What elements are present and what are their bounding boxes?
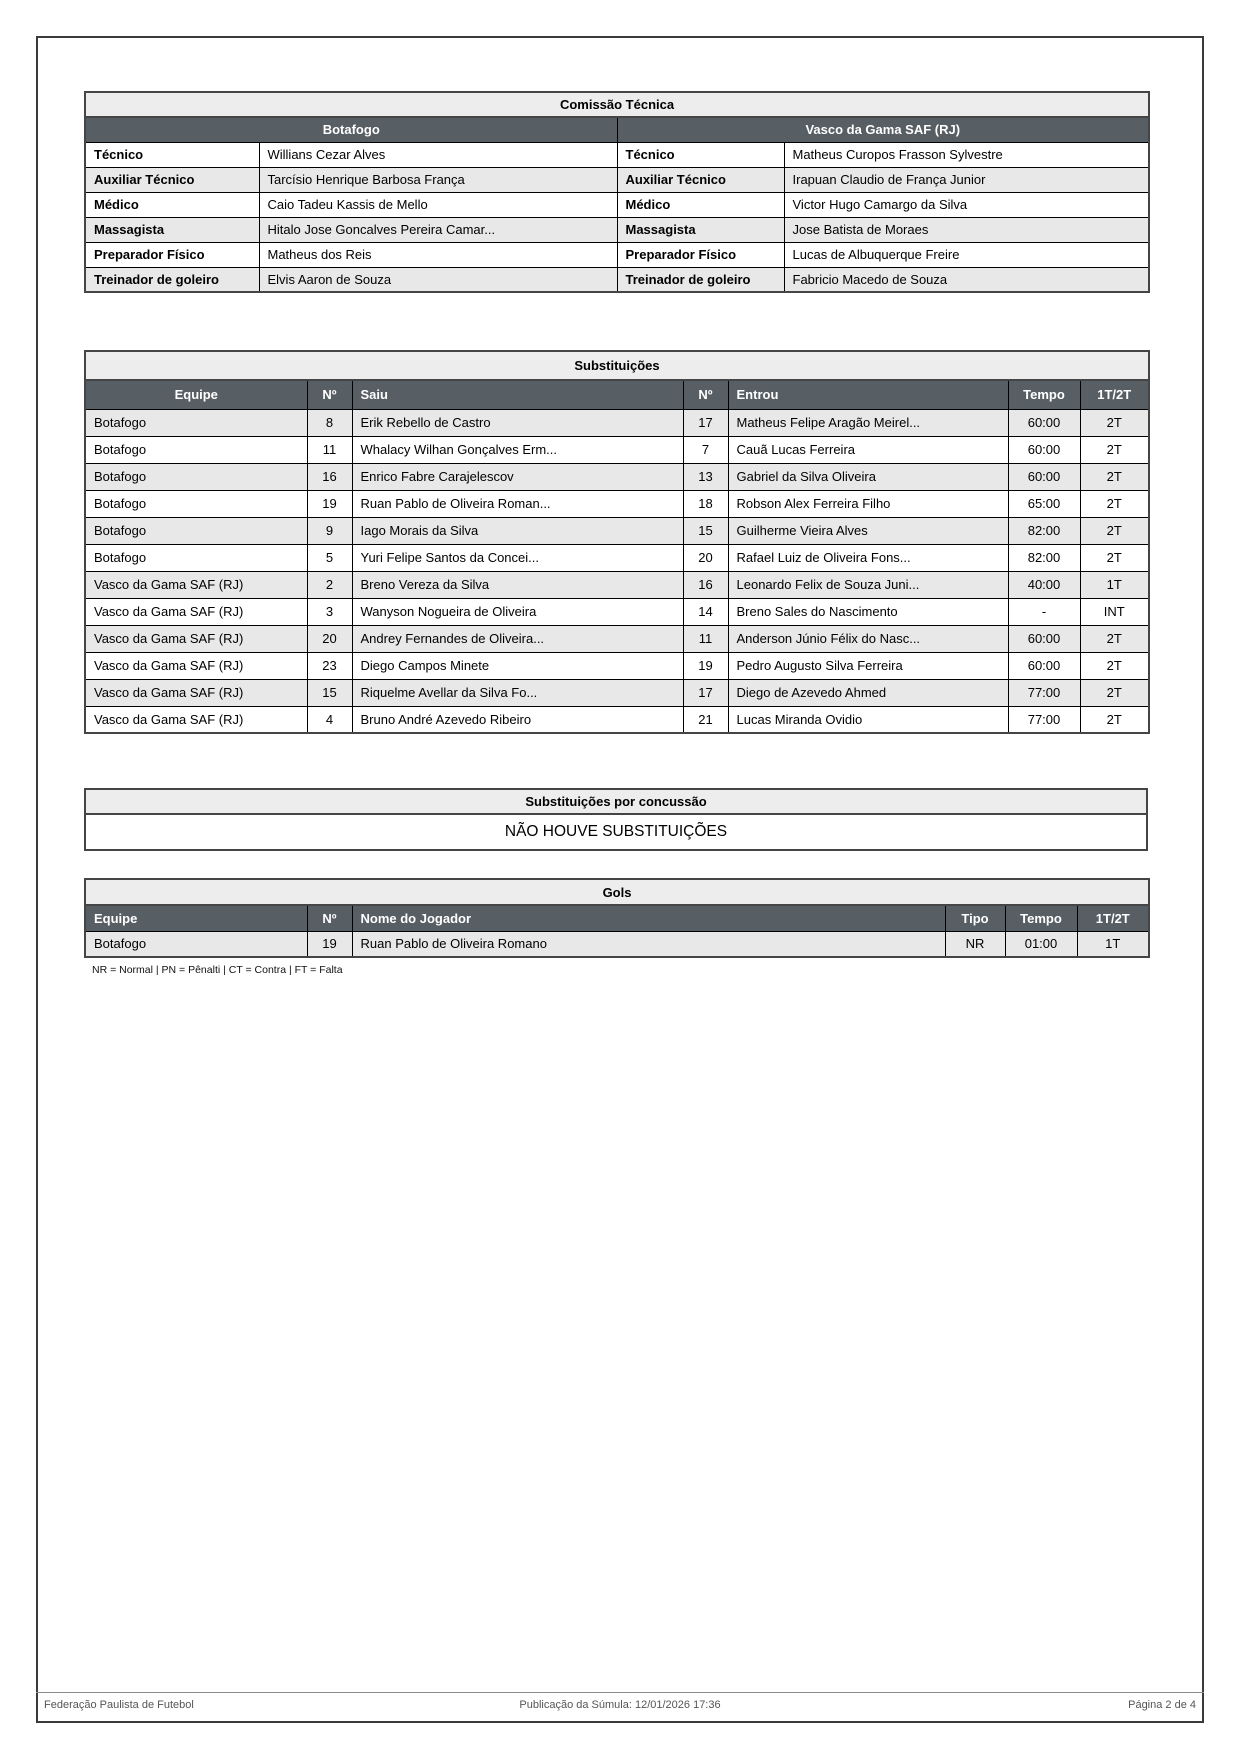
role-label: Técnico <box>85 142 259 167</box>
staff-row <box>85 242 1149 267</box>
player-out-cell: Iago Morais da Silva <box>352 517 683 544</box>
player-out-cell: Bruno André Azevedo Ribeiro <box>352 706 683 733</box>
period-cell: 2T <box>1080 544 1149 571</box>
team-cell: Vasco da Gama SAF (RJ) <box>85 652 307 679</box>
substitution-row <box>85 517 1149 544</box>
period-cell: 2T <box>1080 409 1149 436</box>
time-cell: 60:00 <box>1008 652 1080 679</box>
staff-name: Lucas de Albuquerque Freire <box>784 242 1149 267</box>
period-cell: 1T <box>1077 931 1149 957</box>
col-header-equipe: Equipe <box>85 380 307 409</box>
role-label: Médico <box>85 192 259 217</box>
time-cell: 77:00 <box>1008 679 1080 706</box>
time-cell: 01:00 <box>1005 931 1077 957</box>
period-cell: 2T <box>1080 490 1149 517</box>
player-out-cell: Yuri Felipe Santos da Concei... <box>352 544 683 571</box>
concussion-title: Substituições por concussão <box>85 789 1147 814</box>
period-cell: 2T <box>1080 679 1149 706</box>
staff-row <box>85 267 1149 292</box>
staff-name: Victor Hugo Camargo da Silva <box>784 192 1149 217</box>
number-in-cell: 18 <box>683 490 728 517</box>
substitution-row <box>85 544 1149 571</box>
team-cell: Vasco da Gama SAF (RJ) <box>85 571 307 598</box>
team-cell: Botafogo <box>85 490 307 517</box>
time-cell: 65:00 <box>1008 490 1080 517</box>
number-out-cell: 16 <box>307 463 352 490</box>
player-in-cell: Guilherme Vieira Alves <box>728 517 1008 544</box>
player-in-cell: Robson Alex Ferreira Filho <box>728 490 1008 517</box>
col-header-entrou: Entrou <box>728 380 1008 409</box>
staff-name: Matheus dos Reis <box>259 242 617 267</box>
staff-name: Hitalo Jose Goncalves Pereira Camar... <box>259 217 617 242</box>
number-in-cell: 13 <box>683 463 728 490</box>
player-in-cell: Leonardo Felix de Souza Juni... <box>728 571 1008 598</box>
role-label: Massagista <box>85 217 259 242</box>
time-cell: 40:00 <box>1008 571 1080 598</box>
goal-type-cell: NR <box>945 931 1005 957</box>
period-cell: 1T <box>1080 571 1149 598</box>
number-in-cell: 15 <box>683 517 728 544</box>
team-cell: Vasco da Gama SAF (RJ) <box>85 706 307 733</box>
role-label: Médico <box>617 192 784 217</box>
col-header-saiu: Saiu <box>352 380 683 409</box>
team-cell: Botafogo <box>85 409 307 436</box>
team-header-row <box>85 117 1149 142</box>
substitutions-title: Substituições <box>85 351 1149 380</box>
player-in-cell: Rafael Luiz de Oliveira Fons... <box>728 544 1008 571</box>
section-title-row <box>85 92 1149 117</box>
substitution-row <box>85 463 1149 490</box>
goal-row <box>85 931 1149 957</box>
substitution-row <box>85 409 1149 436</box>
period-cell: 2T <box>1080 706 1149 733</box>
footer-page-number: Página 2 de 4 <box>1128 1699 1196 1711</box>
role-label: Preparador Físico <box>85 242 259 267</box>
role-label: Treinador de goleiro <box>617 267 784 292</box>
number-out-cell: 23 <box>307 652 352 679</box>
no-substitutions-text: NÃO HOUVE SUBSTITUIÇÕES <box>85 814 1147 850</box>
number-out-cell: 20 <box>307 625 352 652</box>
staff-name: Matheus Curopos Frasson Sylvestre <box>784 142 1149 167</box>
role-label: Preparador Físico <box>617 242 784 267</box>
player-in-cell: Diego de Azevedo Ahmed <box>728 679 1008 706</box>
substitution-row <box>85 652 1149 679</box>
number-in-cell: 17 <box>683 679 728 706</box>
player-cell: Ruan Pablo de Oliveira Romano <box>352 931 945 957</box>
column-header-row <box>85 905 1149 931</box>
number-cell: 19 <box>307 931 352 957</box>
player-out-cell: Ruan Pablo de Oliveira Roman... <box>352 490 683 517</box>
team-cell: Botafogo <box>85 544 307 571</box>
player-out-cell: Riquelme Avellar da Silva Fo... <box>352 679 683 706</box>
team-cell: Vasco da Gama SAF (RJ) <box>85 625 307 652</box>
team-cell: Botafogo <box>85 463 307 490</box>
team-cell: Vasco da Gama SAF (RJ) <box>85 679 307 706</box>
number-out-cell: 5 <box>307 544 352 571</box>
number-out-cell: 2 <box>307 571 352 598</box>
period-cell: 2T <box>1080 436 1149 463</box>
section-title-row <box>85 879 1149 905</box>
footer-publication-timestamp: Publicação da Súmula: 12/01/2026 17:36 <box>519 1699 721 1711</box>
number-out-cell: 11 <box>307 436 352 463</box>
staff-row <box>85 192 1149 217</box>
col-header-periodo: 1T/2T <box>1080 380 1149 409</box>
role-label: Técnico <box>617 142 784 167</box>
col-header-nome: Nome do Jogador <box>352 905 945 931</box>
number-out-cell: 3 <box>307 598 352 625</box>
technical-staff-table <box>84 91 1150 293</box>
team-header-botafogo: Botafogo <box>85 117 617 142</box>
time-cell: 60:00 <box>1008 625 1080 652</box>
staff-name: Caio Tadeu Kassis de Mello <box>259 192 617 217</box>
staff-row <box>85 217 1149 242</box>
col-header-periodo: 1T/2T <box>1077 905 1149 931</box>
number-in-cell: 14 <box>683 598 728 625</box>
goals-table <box>84 878 1150 958</box>
col-header-numero: Nº <box>307 905 352 931</box>
role-label: Treinador de goleiro <box>85 267 259 292</box>
player-out-cell: Breno Vereza da Silva <box>352 571 683 598</box>
time-cell: 77:00 <box>1008 706 1080 733</box>
player-in-cell: Matheus Felipe Aragão Meirel... <box>728 409 1008 436</box>
col-header-numero-entrou: Nº <box>683 380 728 409</box>
period-cell: 2T <box>1080 463 1149 490</box>
no-substitutions-row <box>85 814 1147 850</box>
number-in-cell: 19 <box>683 652 728 679</box>
staff-row <box>85 142 1149 167</box>
staff-name: Jose Batista de Moraes <box>784 217 1149 242</box>
player-out-cell: Andrey Fernandes de Oliveira... <box>352 625 683 652</box>
concussion-substitutions-table <box>84 788 1148 851</box>
period-cell: 2T <box>1080 625 1149 652</box>
col-header-tipo: Tipo <box>945 905 1005 931</box>
player-in-cell: Pedro Augusto Silva Ferreira <box>728 652 1008 679</box>
number-out-cell: 4 <box>307 706 352 733</box>
substitution-row <box>85 598 1149 625</box>
technical-staff-title: Comissão Técnica <box>85 92 1149 117</box>
footer-organization: Federação Paulista de Futebol <box>44 1699 194 1711</box>
team-cell: Botafogo <box>85 436 307 463</box>
time-cell: 60:00 <box>1008 409 1080 436</box>
col-header-numero-saiu: Nº <box>307 380 352 409</box>
number-in-cell: 17 <box>683 409 728 436</box>
period-cell: 2T <box>1080 652 1149 679</box>
player-out-cell: Enrico Fabre Carajelescov <box>352 463 683 490</box>
col-header-equipe: Equipe <box>85 905 307 931</box>
substitution-row <box>85 436 1149 463</box>
role-label: Auxiliar Técnico <box>617 167 784 192</box>
player-in-cell: Anderson Júnio Félix do Nasc... <box>728 625 1008 652</box>
player-in-cell: Cauã Lucas Ferreira <box>728 436 1008 463</box>
number-out-cell: 15 <box>307 679 352 706</box>
substitution-row <box>85 571 1149 598</box>
staff-name: Irapuan Claudio de França Junior <box>784 167 1149 192</box>
player-in-cell: Gabriel da Silva Oliveira <box>728 463 1008 490</box>
team-cell: Botafogo <box>85 517 307 544</box>
substitution-row <box>85 625 1149 652</box>
staff-name: Willians Cezar Alves <box>259 142 617 167</box>
time-cell: 60:00 <box>1008 463 1080 490</box>
substitution-row <box>85 706 1149 733</box>
number-in-cell: 21 <box>683 706 728 733</box>
player-in-cell: Lucas Miranda Ovidio <box>728 706 1008 733</box>
footer-divider <box>36 1692 1204 1693</box>
col-header-tempo: Tempo <box>1008 380 1080 409</box>
time-cell: 60:00 <box>1008 436 1080 463</box>
substitution-row <box>85 679 1149 706</box>
time-cell: - <box>1008 598 1080 625</box>
team-header-vasco: Vasco da Gama SAF (RJ) <box>617 117 1149 142</box>
number-in-cell: 7 <box>683 436 728 463</box>
period-cell: INT <box>1080 598 1149 625</box>
player-in-cell: Breno Sales do Nascimento <box>728 598 1008 625</box>
staff-name: Fabricio Macedo de Souza <box>784 267 1149 292</box>
time-cell: 82:00 <box>1008 544 1080 571</box>
substitutions-table <box>84 350 1150 734</box>
substitution-row <box>85 490 1149 517</box>
section-title-row <box>85 789 1147 814</box>
staff-name: Tarcísio Henrique Barbosa França <box>259 167 617 192</box>
goals-title: Gols <box>85 879 1149 905</box>
section-title-row <box>85 351 1149 380</box>
column-header-row <box>85 380 1149 409</box>
staff-row <box>85 167 1149 192</box>
period-cell: 2T <box>1080 517 1149 544</box>
time-cell: 82:00 <box>1008 517 1080 544</box>
number-in-cell: 20 <box>683 544 728 571</box>
number-out-cell: 19 <box>307 490 352 517</box>
role-label: Auxiliar Técnico <box>85 167 259 192</box>
role-label: Massagista <box>617 217 784 242</box>
goal-type-legend: NR = Normal | PN = Pênalti | CT = Contra | FT = Falta <box>92 964 343 976</box>
staff-name: Elvis Aaron de Souza <box>259 267 617 292</box>
player-out-cell: Diego Campos Minete <box>352 652 683 679</box>
number-in-cell: 11 <box>683 625 728 652</box>
player-out-cell: Wanyson Nogueira de Oliveira <box>352 598 683 625</box>
number-out-cell: 9 <box>307 517 352 544</box>
col-header-tempo: Tempo <box>1005 905 1077 931</box>
player-out-cell: Erik Rebello de Castro <box>352 409 683 436</box>
number-in-cell: 16 <box>683 571 728 598</box>
team-cell: Botafogo <box>85 931 307 957</box>
team-cell: Vasco da Gama SAF (RJ) <box>85 598 307 625</box>
number-out-cell: 8 <box>307 409 352 436</box>
player-out-cell: Whalacy Wilhan Gonçalves Erm... <box>352 436 683 463</box>
